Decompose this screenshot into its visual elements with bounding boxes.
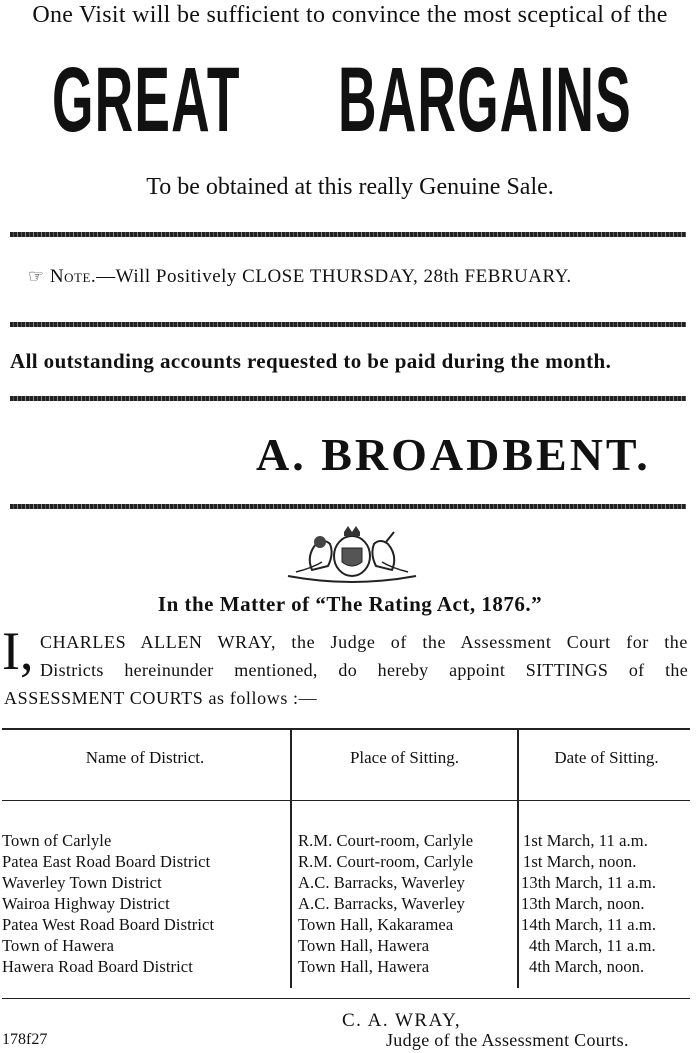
table-row-district: Waverley Town District: [2, 873, 162, 892]
table-row-date: 14th March, 11 a.m.: [521, 915, 657, 934]
royal-coat-of-arms-icon: [282, 522, 422, 586]
table-row-district: Hawera Road Board District: [2, 957, 193, 976]
table-header-district: Name of District.: [85, 748, 205, 767]
merchant-name: A. BROADBENT.: [256, 429, 651, 480]
table-row-date: 1st March, 11 a.m.: [523, 831, 648, 850]
headline-great: GREAT: [52, 49, 241, 151]
table-row-place: Town Hall, Hawera: [298, 957, 430, 976]
table-row-place: R.M. Court-room, Carlyle: [298, 831, 474, 850]
rule-2: [10, 322, 686, 327]
table-divider-1: [290, 730, 292, 988]
signature-title: Judge of the Assessment Courts.: [386, 1030, 629, 1050]
table-top-rule: [2, 728, 690, 730]
notice-body-line-2: Districts hereinunder mentioned, do hereby appoint SITTINGS of the: [40, 660, 688, 680]
table-row-date: 4th March, noon.: [529, 957, 645, 976]
table-row-place: R.M. Court-room, Carlyle: [298, 852, 474, 871]
drop-cap: I,: [2, 621, 34, 681]
table-row-date: 4th March, 11 a.m.: [529, 936, 656, 955]
table-row-district: Patea East Road Board District: [2, 852, 211, 871]
notice-body-line-1: CHARLES ALLEN WRAY, the Judge of the Assessment Court for the: [40, 632, 688, 652]
signature-name: C. A. WRAY,: [342, 1010, 462, 1031]
table-row-place: A.C. Barracks, Waverley: [298, 873, 465, 892]
table-bottom-rule: [2, 998, 690, 999]
table-row-place: Town Hall, Kakaramea: [298, 915, 454, 934]
table-header-rule: [2, 800, 690, 801]
table-row-district: Patea West Road Board District: [2, 915, 215, 934]
table-row-district: Town of Hawera: [2, 936, 115, 955]
table-row-place: Town Hall, Hawera: [298, 936, 430, 955]
subline: To be obtained at this really Genuine Sale.: [146, 174, 554, 200]
rule-3: [10, 396, 686, 401]
rule-1: [10, 232, 686, 237]
table-header-date: Date of Sitting.: [554, 748, 659, 767]
note-line: [28, 266, 572, 288]
table-divider-2: [517, 730, 519, 988]
table-header-place: Place of Sitting.: [349, 748, 460, 767]
accounts-notice: All outstanding accounts requested to be paid during the month.: [10, 349, 612, 373]
note-text: —Will Positively CLOSE THURSDAY, 28th FEBRUARY.: [96, 266, 572, 287]
notice-body-line-3: ASSESSMENT COURTS as follows :—: [4, 688, 318, 708]
headline-bargains: BARGAINS: [338, 49, 632, 151]
pointing-hand-icon: ☞: [28, 266, 45, 287]
rule-4: [10, 504, 686, 509]
table-row-date: 13th March, 11 a.m.: [521, 873, 657, 892]
intro-line: One Visit will be sufficient to convince the most sceptical of the: [32, 2, 668, 28]
reference-number: 178f27: [2, 1031, 48, 1048]
table-row-place: A.C. Barracks, Waverley: [298, 894, 465, 913]
table-row-district: Wairoa Highway District: [2, 894, 170, 913]
notice-title: In the Matter of “The Rating Act, 1876.”: [157, 592, 543, 616]
table-row-district: Town of Carlyle: [2, 831, 112, 850]
table-row-date: 13th March, noon.: [521, 894, 645, 913]
table-row-date: 1st March, noon.: [523, 852, 637, 871]
note-prefix: Note.: [49, 266, 97, 287]
